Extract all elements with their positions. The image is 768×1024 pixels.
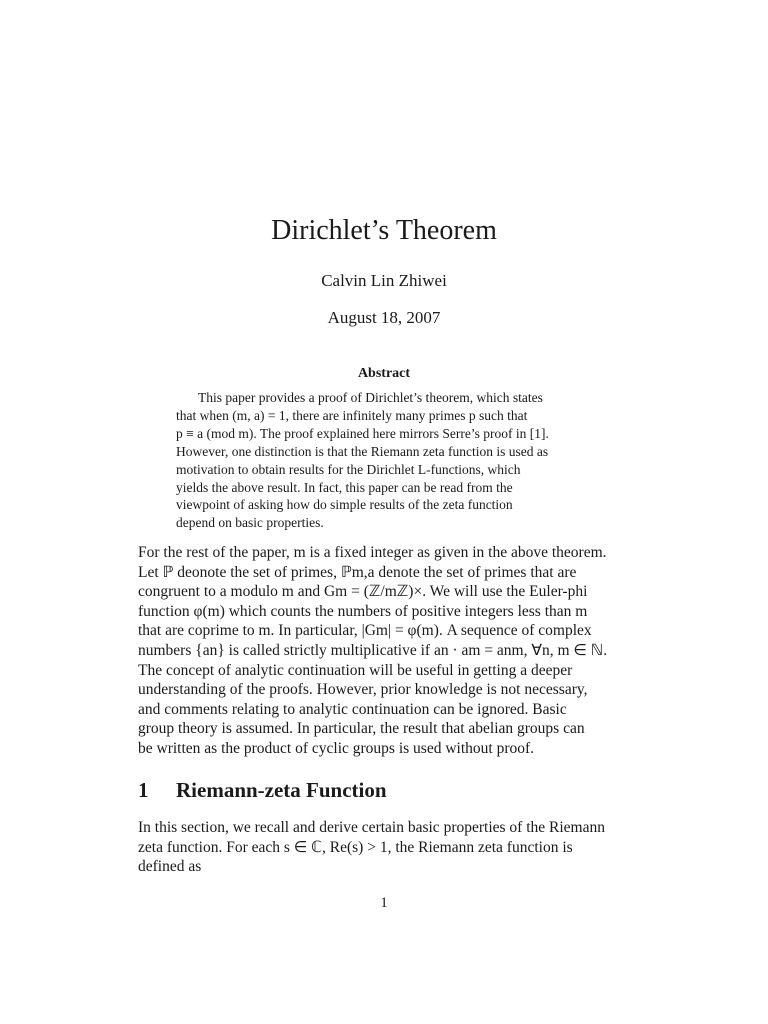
intro-line: For the rest of the paper, m is a fixed integer as given in the above theorem. (138, 544, 607, 561)
abstract-line: However, one distinction is that the Riemann zeta function is used as (176, 443, 549, 459)
abstract-heading: Abstract (357, 366, 411, 381)
section-line: zeta function. For each s ∈ ℂ, Re(s) > 1, the Riemann zeta function is (138, 838, 573, 856)
paper-title: Dirichlet’s Theorem (271, 215, 497, 246)
page-number: 1 (380, 895, 388, 911)
intro-line: that are coprime to m. In particular, |Gm| = φ(m). A sequence of complex (138, 622, 592, 640)
section-line: defined as (138, 858, 202, 876)
intro-line: numbers {an} is called strictly multiplicative if an · am = anm, ∀n, m ∈ ℕ. (138, 641, 608, 659)
intro-line: and comments relating to analytic continuation can be ignored. Basic (138, 700, 567, 718)
abstract-line: This paper provides a proof of Dirichlet’s theorem, which states (198, 390, 543, 405)
intro-paragraph (138, 543, 633, 759)
intro-line: group theory is assumed. In particular, the result that abelian groups can (138, 720, 585, 738)
section-title: Riemann-zeta Function (176, 778, 387, 802)
intro-line: be written as the product of cyclic groups is used without proof. (138, 739, 535, 757)
abstract-line: p ≡ a (mod m). The proof explained here mirrors Serre’s proof in [1]. (176, 425, 549, 441)
intro-line: The concept of analytic continuation will be useful in getting a deeper (138, 661, 573, 679)
intro-line: function φ(m) which counts the numbers of positive integers less than m (138, 602, 588, 620)
section-number: 1 (138, 778, 149, 802)
intro-line: understanding of the proofs. However, prior knowledge is not necessary, (138, 681, 588, 699)
section-paragraph (138, 818, 633, 877)
abstract-line: yields the above result. In fact, this paper can be read from the (176, 479, 513, 495)
section-line: In this section, we recall and derive certain basic properties of the Riemann (138, 819, 605, 836)
abstract-body (176, 389, 596, 532)
abstract-line: that when (m, a) = 1, there are infinitely many primes p such that (176, 407, 528, 423)
intro-line: congruent to a modulo m and Gm = (ℤ/mℤ)×. We will use the Euler-phi (138, 583, 588, 601)
paper-date: August 18, 2007 (327, 308, 441, 327)
paper-author: Calvin Lin Zhiwei (321, 271, 447, 290)
abstract-line: depend on basic properties. (176, 515, 324, 531)
section-heading (138, 777, 387, 803)
abstract-line: motivation to obtain results for the Dirichlet L-functions, which (176, 461, 521, 477)
abstract-line: viewpoint of asking how do simple results of the zeta function (176, 497, 513, 513)
intro-line: Let ℙ deonote the set of primes, ℙm,a denote the set of primes that are (138, 563, 577, 581)
